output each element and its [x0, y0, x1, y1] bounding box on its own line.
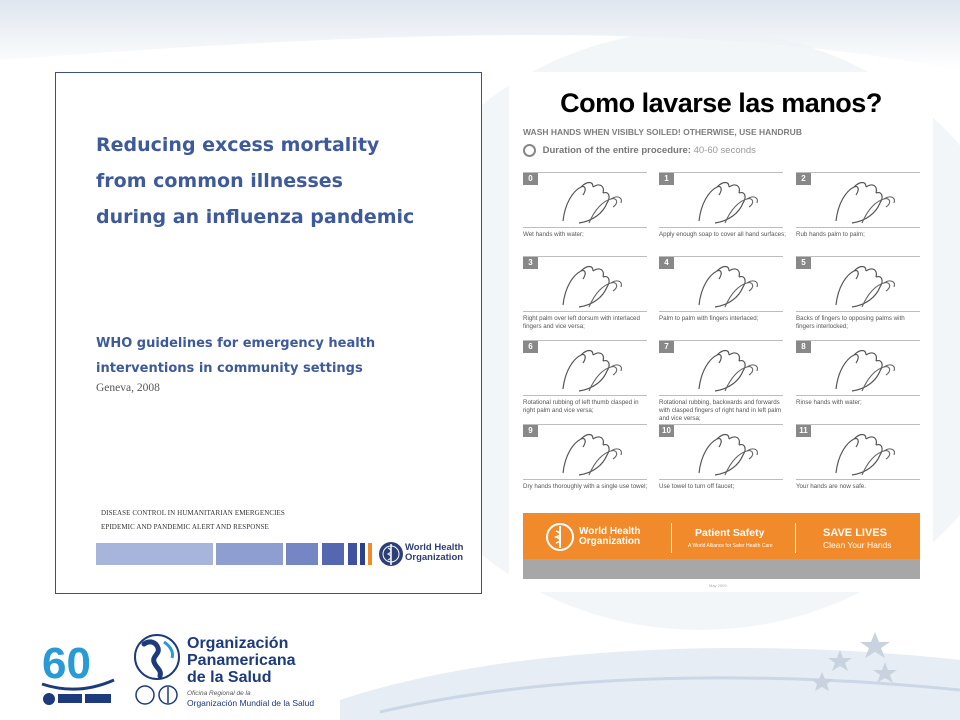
cover-bar — [216, 543, 283, 565]
step-caption: Use towel to turn off faucet; — [659, 483, 735, 490]
step-illustration — [796, 340, 920, 396]
ops-name-line: Panamericana — [187, 652, 296, 669]
cover-color-bars — [96, 543, 376, 565]
who-name — [405, 543, 463, 563]
cover-series-line: EPIDEMIC AND PANDEMIC ALERT AND RESPONSE — [101, 523, 269, 531]
step-caption: Your hands are now safe. — [796, 483, 866, 490]
step-caption: Palm to palm with fingers interlaced; — [659, 315, 759, 322]
anniversary-number: 60 — [42, 639, 91, 688]
step-caption: Rub hands palm to palm; — [796, 231, 865, 238]
ops-name-line: de la Salud — [187, 669, 272, 686]
cover-series-line: DISEASE CONTROL IN HUMANITARIAN EMERGENCIES — [101, 509, 285, 517]
cover-title-line: Reducing excess mortality — [96, 134, 380, 156]
hand-icon — [523, 257, 647, 313]
step-illustration — [659, 424, 783, 480]
banner-patient-safety-sub: A World Alliance for Safer Health Care — [688, 543, 773, 549]
hand-icon — [796, 341, 920, 397]
banner-footnote-strip — [523, 559, 920, 579]
cover-subtitle-line: WHO guidelines for emergency health — [96, 336, 376, 351]
poster-wash-line: WASH HANDS WHEN VISIBLY SOILED! OTHERWISE, USE HANDRUB — [523, 127, 802, 137]
cover-place-date: Geneva, 2008 — [96, 382, 160, 394]
step-caption: Right palm over left dorsum with interlaced fingers and vice versa; — [523, 315, 640, 330]
who-name-line: Organization — [405, 552, 464, 563]
ops-logo — [130, 632, 330, 712]
step-illustration — [523, 424, 647, 480]
hand-icon — [659, 341, 783, 397]
cover-bar — [368, 543, 372, 565]
duration-value: 40-60 seconds — [693, 145, 756, 157]
paho-60-anniversary-logo — [40, 636, 115, 708]
step-caption: Apply enough soap to cover all hand surfaces; — [659, 231, 786, 238]
cover-bar — [96, 543, 213, 565]
banner-who-line: World Health — [579, 526, 641, 537]
step-caption: Rotational rubbing of left thumb clasped in right palm and vice versa; — [523, 399, 639, 414]
poster-duration — [523, 144, 756, 157]
banner-who-name — [579, 527, 640, 547]
cover-bar — [348, 543, 357, 565]
step-number: 7 — [659, 341, 674, 353]
banner-clean-hands: Clean Your Hands — [823, 540, 892, 550]
cover-title-line: during an influenza pandemic — [96, 206, 415, 228]
step-number: 11 — [796, 425, 811, 437]
hand-icon — [523, 341, 647, 397]
duration-label: Duration of the entire procedure: — [542, 145, 691, 157]
step-number: 2 — [796, 173, 811, 185]
step-number: 1 — [659, 173, 674, 185]
step-number: 8 — [796, 341, 811, 353]
step-number: 3 — [523, 257, 538, 269]
step-illustration — [523, 256, 647, 312]
handwashing-poster — [509, 72, 933, 592]
step-illustration — [796, 172, 920, 228]
banner-divider — [795, 523, 796, 553]
step-illustration — [523, 172, 647, 228]
poster-heading: Como lavarse las manos? — [560, 88, 882, 118]
step-caption: Dry hands thoroughly with a single use towel; — [523, 483, 648, 490]
document-cover — [55, 72, 482, 594]
who-emblem-icon — [545, 522, 575, 552]
cover-subtitle-line: interventions in community settings — [96, 361, 363, 376]
cover-bar — [286, 543, 318, 565]
step-caption: Backs of fingers to opposing palms with fingers interlocked; — [796, 315, 905, 330]
banner-who-line: Organization — [579, 536, 641, 547]
cover-bar — [322, 543, 344, 565]
hand-icon — [523, 173, 647, 229]
step-caption: Rinse hands with water; — [796, 399, 862, 406]
cover-title — [96, 127, 456, 235]
ops-name — [187, 635, 296, 686]
hand-icon — [796, 425, 920, 481]
step-number: 0 — [523, 173, 538, 185]
cover-title-line: from common illnesses — [96, 170, 343, 192]
cover-subtitle — [96, 331, 375, 381]
step-number: 5 — [796, 257, 811, 269]
step-number: 6 — [523, 341, 538, 353]
poster-date: May 2009 — [709, 583, 727, 588]
banner-save-lives: SAVE LIVES — [823, 527, 887, 539]
banner-divider — [671, 523, 672, 553]
patient-safety-banner — [523, 513, 920, 579]
cover-series — [101, 506, 285, 534]
step-number: 9 — [523, 425, 538, 437]
step-illustration — [523, 340, 647, 396]
step-illustration — [659, 256, 783, 312]
clock-icon — [523, 144, 536, 157]
ops-who-name: Organización Mundial de la Salud — [187, 698, 315, 708]
emblems-icon — [134, 684, 182, 706]
who-name-line: World Health — [405, 542, 464, 553]
step-illustration — [796, 256, 920, 312]
step-number: 4 — [659, 257, 674, 269]
ops-name-line: Organización — [187, 635, 289, 652]
hand-icon — [796, 257, 920, 313]
step-illustration — [659, 172, 783, 228]
banner-patient-safety: Patient Safety — [695, 527, 765, 539]
step-number: 10 — [659, 425, 674, 437]
hand-icon — [659, 257, 783, 313]
step-caption: Wet hands with water; — [523, 231, 584, 238]
hand-icon — [659, 173, 783, 229]
step-caption: Rotational rubbing, backwards and forwards with clasped fingers of right hand in left palm and vice versa; — [659, 399, 782, 422]
step-illustration — [796, 424, 920, 480]
step-illustration — [659, 340, 783, 396]
cover-bar — [360, 543, 365, 565]
globe-icon — [130, 632, 184, 682]
ops-subtitle: Oficina Regional de la — [187, 690, 251, 697]
hand-icon — [523, 425, 647, 481]
hand-icon — [659, 425, 783, 481]
hand-icon — [796, 173, 920, 229]
